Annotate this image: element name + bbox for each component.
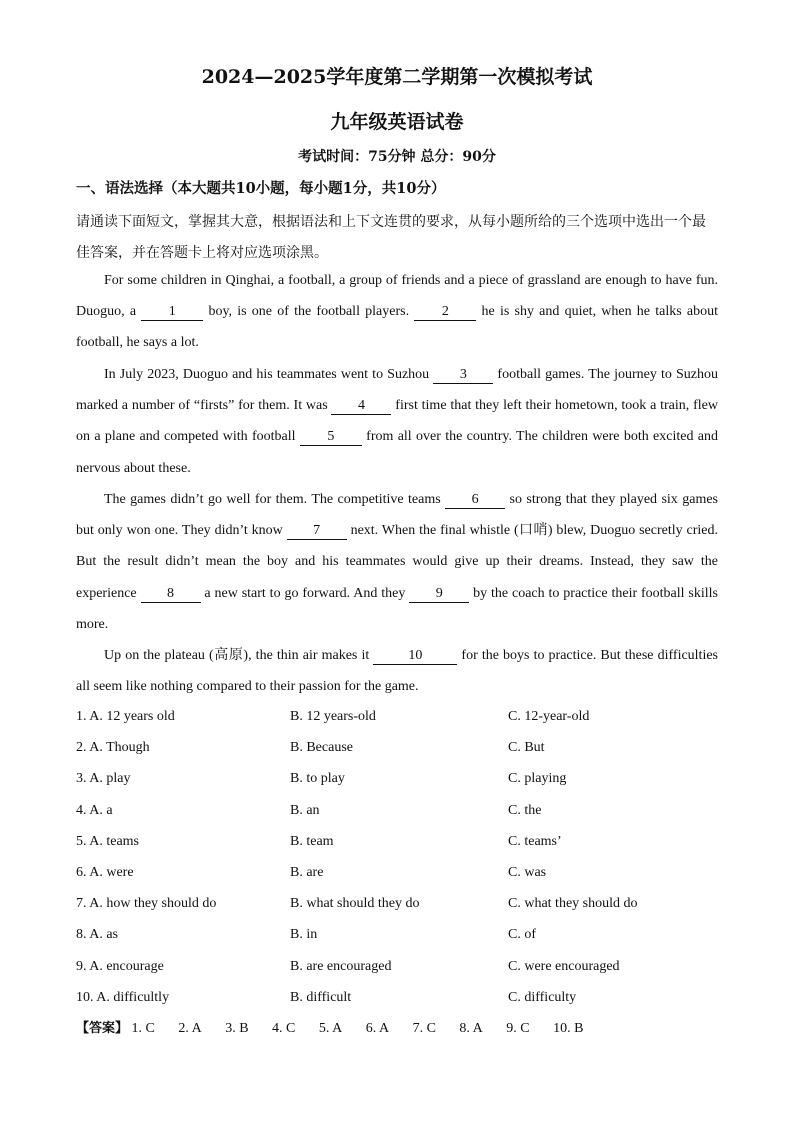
option-row (76, 888, 726, 919)
option-c: C. was (508, 864, 547, 880)
option-row (76, 951, 726, 982)
passage-text: The games didn’t go well for them. The competitive teams (104, 492, 446, 507)
blank-5: 5 (300, 429, 362, 446)
passage-text: next. When the final whistle (口哨) blew, Duoguo secretly cried. But the result didn’t mean the boy and his teammates would give up their dreams. Instead, they saw the experience (76, 523, 718, 601)
answer-tag: 【答案】 (76, 1021, 129, 1036)
answer-item: 7. C (412, 1021, 436, 1036)
section-instructions: 请通读下面短文，掌握其大意，根据语法和上下文连贯的要求，从每小题所给的三个选项中选出一个最佳答案，并在答题卡上将对应选项涂黑。 (76, 214, 706, 261)
option-a: 4. A. a (76, 802, 113, 818)
passage-text: a new start to go forward. And they (200, 585, 410, 601)
option-b: B. are encouraged (290, 958, 392, 974)
option-row (76, 701, 726, 732)
answer-item: 1. C (131, 1021, 155, 1036)
blank-8: 8 (141, 586, 201, 603)
blank-6: 6 (445, 492, 505, 509)
passage-text: In July 2023, Duoguo and his teammates went to Suzhou (104, 367, 434, 382)
option-row (76, 826, 726, 857)
passage-text: boy, is one of the football players. (203, 304, 415, 320)
passage-text: for the boys to practice. But these difficulties all seem like nothing compared to their passion for the game. (76, 648, 718, 695)
option-a: 9. A. encourage (76, 958, 164, 974)
passage-text: Up on the plateau (高原), the thin air makes it (104, 648, 374, 663)
blank-10: 10 (373, 648, 457, 665)
option-c: C. But (508, 740, 545, 756)
passage-paragraph-1 (76, 265, 718, 359)
option-row (76, 919, 726, 950)
option-a: 3. A. play (76, 771, 131, 787)
answer-item: 2. A (178, 1021, 202, 1036)
answer-item: 9. C (506, 1021, 530, 1036)
passage-paragraph-4 (76, 640, 718, 702)
option-c: C. were encouraged (508, 958, 620, 974)
passage-text: he is shy and quiet, when he talks about football, he says a lot. (76, 304, 718, 351)
option-b: B. to play (290, 771, 345, 787)
option-b: B. are (290, 864, 324, 880)
options-list (76, 701, 726, 1013)
answer-item: 8. A (459, 1021, 483, 1036)
option-b: B. in (290, 927, 318, 943)
option-c: C. 12-year-old (508, 709, 590, 724)
passage-text: from all over the country. The children were both excited and nervous about these. (76, 429, 718, 476)
option-a: 6. A. were (76, 864, 134, 880)
answer-item: 6. A (365, 1021, 390, 1036)
answer-item: 5. A (318, 1021, 343, 1036)
passage-paragraph-3 (76, 484, 718, 640)
passage-text: so strong that they played six games but only won one. They didn’t know (76, 492, 718, 539)
blank-3: 3 (433, 367, 493, 384)
option-row (76, 982, 726, 1013)
option-a: 2. A. Though (76, 740, 150, 756)
blank-4: 4 (331, 398, 391, 415)
section-heading: 一、语法选择（本大题共10小题，每小题1分，共10分） (76, 180, 446, 197)
option-row (76, 763, 726, 794)
option-c: C. difficulty (508, 989, 577, 1005)
option-row (76, 795, 726, 826)
answer-item: 4. C (272, 1021, 296, 1036)
answer-item: 3. B (225, 1021, 249, 1036)
answer-item: 10. B (553, 1021, 584, 1036)
passage-text: For some children in Qinghai, a football, a group of friends and a piece of grassland are enough to have fun. Duoguo, a (76, 273, 718, 320)
blank-2: 2 (414, 304, 476, 321)
option-c: C. the (508, 802, 542, 818)
option-b: B. 12 years-old (290, 709, 376, 724)
option-a: 7. A. how they should do (76, 896, 217, 912)
answer-key (76, 1013, 603, 1044)
exam-subtitle: 九年级英语试卷 (330, 111, 464, 133)
exam-title: 2024—2025学年度第二学期第一次模拟考试 (201, 66, 593, 88)
blank-1: 1 (141, 304, 203, 321)
option-c: C. teams’ (508, 833, 562, 849)
option-c: C. what they should do (508, 896, 638, 912)
passage-paragraph-2 (76, 359, 718, 484)
passage-text: by the coach to practice their football skills more. (76, 585, 719, 632)
option-b: B. an (290, 802, 320, 818)
option-c: C. playing (508, 771, 567, 787)
passage-text: football games. The journey to Suzhou marked a number of “firsts” for them. It was (76, 367, 718, 414)
option-c: C. of (508, 927, 536, 943)
passage-text: first time that they left their hometown, took a train, flew on a plane and competed with football (76, 398, 718, 445)
blank-9: 9 (409, 586, 469, 603)
option-b: B. Because (290, 740, 353, 756)
option-a: 5. A. teams (76, 833, 139, 849)
option-b: B. team (290, 833, 334, 849)
blank-7: 7 (287, 523, 347, 540)
exam-info: 考试时间：75分钟 总分：90分 (298, 149, 496, 165)
option-b: B. difficult (290, 989, 352, 1005)
option-a: 8. A. as (76, 927, 118, 943)
option-b: B. what should they do (290, 896, 420, 912)
option-a: 1. A. 12 years old (76, 709, 175, 724)
option-row (76, 732, 726, 763)
option-row (76, 857, 726, 888)
option-a: 10. A. difficultly (76, 989, 170, 1005)
